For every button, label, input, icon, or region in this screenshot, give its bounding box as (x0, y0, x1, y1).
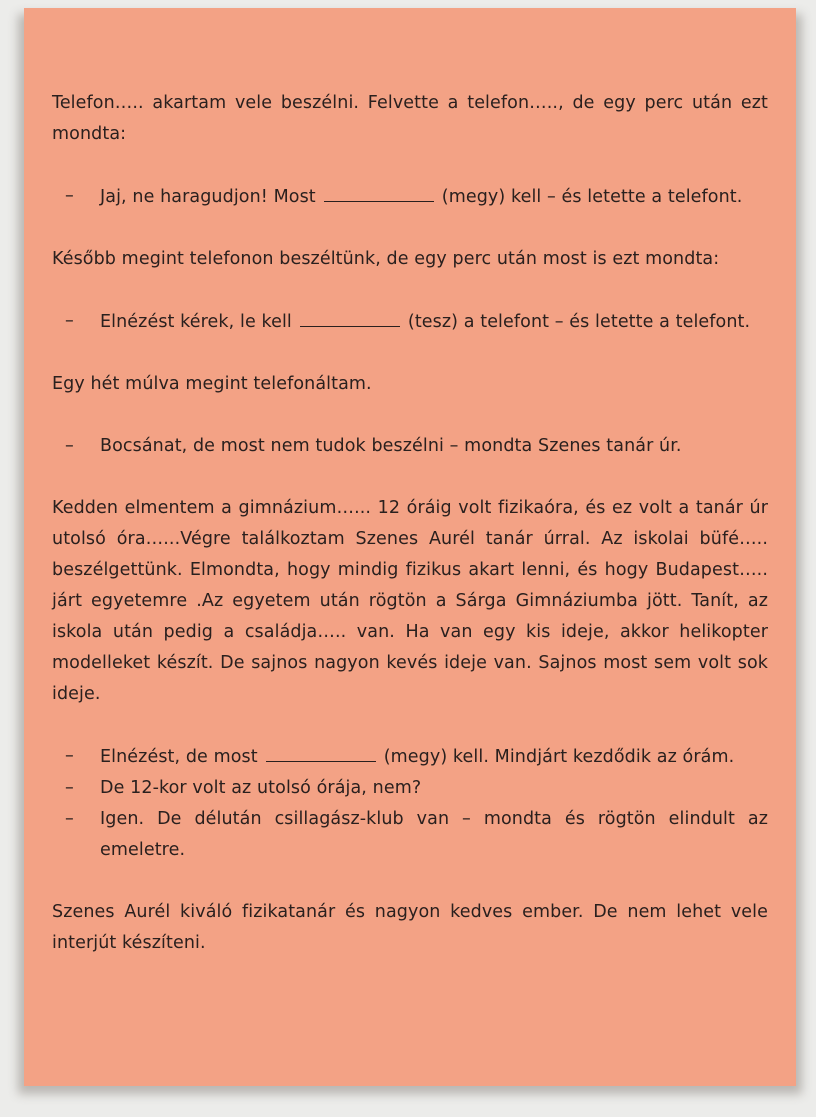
blank-field-3[interactable] (266, 741, 376, 762)
spacer (52, 338, 768, 369)
spacer (52, 400, 768, 431)
dialogue-2-hint: (tesz) a telefont – és letette a telefont. (407, 312, 751, 332)
spacer (52, 710, 768, 741)
dialogue-4-text: Elnézést, de most (100, 747, 258, 767)
dialogue-line-3 (52, 431, 768, 462)
dialogue-line-1 (52, 181, 768, 213)
dialogue-3-text: Bocsánat, de most nem tudok beszélni – mondta Szenes tanár úr. (100, 436, 682, 456)
dash: – (65, 436, 74, 456)
spacer (52, 150, 768, 181)
dialogue-6-text: Igen. De délután csillagász-klub van – mondta és rögtön elindult az emeletre. (100, 809, 768, 860)
dash: – (65, 809, 74, 829)
spacer (52, 462, 768, 493)
blank-field-1[interactable] (324, 181, 434, 202)
paragraph-1: Telefon….. akartam vele beszélni. Felvette a telefon….., de egy perc után ezt mondta: (52, 93, 768, 144)
dialogue-line-4 (52, 741, 768, 773)
dialogue-line-2 (52, 306, 768, 338)
spacer (52, 866, 768, 897)
paragraph-2: Később megint telefonon beszéltünk, de egy perc után most is ezt mondta: (52, 249, 720, 269)
spacer (52, 275, 768, 306)
dash: – (65, 746, 74, 766)
paragraph-3: Egy hét múlva megint telefonáltam. (52, 374, 372, 394)
dialogue-5-text: De 12-kor volt az utolsó órája, nem? (100, 778, 422, 798)
exercise-page (24, 8, 796, 1086)
spacer (52, 213, 768, 244)
dash: – (65, 778, 74, 798)
dialogue-1-text: Jaj, ne haragudjon! Most (100, 187, 316, 207)
paragraph-5: Szenes Aurél kiváló fizikatanár és nagyon kedves ember. De nem lehet vele interjút készíteni. (52, 902, 768, 953)
dialogue-line-6 (52, 804, 768, 866)
paragraph-4: Kedden elmentem a gimnázium…... 12 óráig volt fizikaóra, és ez volt a tanár úr utolsó óra…...Végre találkoztam Szenes Aurél tanár úrral. Az iskolai büfé….. beszélgettünk. Elmondta, hogy mindig fizikus akart lenni, és hogy Budapest….. járt egyetemre .Az egyetem után rögtön a Sárga Gimnáziumba jött. Tanít, az iskola után pedig a családja….. van. Ha van egy kis ideje, akkor helikopter modelleket készít. De sajnos nagyon kevés ideje van. Sajnos most sem volt sok ideje. (52, 498, 768, 704)
dialogue-1-hint: (megy) kell – és letette a telefont. (441, 187, 743, 207)
dialogue-4-hint: (megy) kell. Mindjárt kezdődik az órám. (383, 747, 735, 767)
dialogue-line-5 (52, 773, 768, 804)
dialogue-2-text: Elnézést kérek, le kell (100, 312, 292, 332)
blank-field-2[interactable] (300, 306, 400, 327)
dash: – (65, 311, 74, 331)
dash: – (65, 186, 74, 206)
